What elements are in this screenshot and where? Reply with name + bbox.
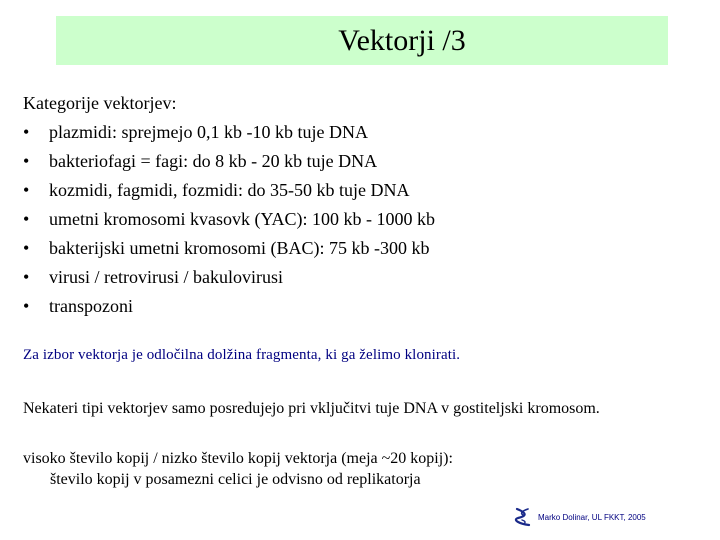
bullet-marker: • xyxy=(23,209,30,229)
list-item-text: bakterijski umetni kromosomi (BAC): 75 kb -300 kb xyxy=(49,238,430,258)
list-item xyxy=(23,147,703,176)
footer-credit xyxy=(514,507,646,527)
slide-title: Vektorji /3 xyxy=(338,24,466,57)
list-item xyxy=(23,118,703,147)
footer-text: Marko Dolinar, UL FKKT, 2005 xyxy=(538,512,646,522)
bullet-marker: • xyxy=(23,296,30,316)
copy-number-line-2: število kopij v posamezni celici je odvisno od replikatorja xyxy=(50,471,421,488)
list-item xyxy=(23,176,703,205)
list-item-text: umetni kromosomi kvasovk (YAC): 100 kb - 1000 kb xyxy=(49,209,435,229)
list-item xyxy=(23,234,703,263)
bullet-marker: • xyxy=(23,180,30,200)
list-item xyxy=(23,205,703,234)
bullet-marker: • xyxy=(23,151,30,171)
title-banner xyxy=(56,16,668,65)
list-item-text: plazmidi: sprejmejo 0,1 kb -10 kb tuje DNA xyxy=(49,122,368,142)
list-item-text: bakteriofagi = fagi: do 8 kb - 20 kb tuje DNA xyxy=(49,151,378,171)
bullet-marker: • xyxy=(23,122,30,142)
dna-helix-icon xyxy=(514,507,532,527)
copy-number-paragraph xyxy=(23,448,453,490)
list-item-text: transpozoni xyxy=(49,296,133,316)
list-item xyxy=(23,292,703,321)
bullet-marker: • xyxy=(23,267,30,287)
copy-number-line-1: visoko število kopij / nizko število kopij vektorja (meja ~20 kopij): xyxy=(23,450,453,467)
integration-paragraph: Nekateri tipi vektorjev samo posredujejo pri vključitvi tuje DNA v gostiteljski kromosom. xyxy=(23,400,600,417)
intro-text: Kategorije vektorjev: xyxy=(23,93,177,113)
vector-categories-list xyxy=(23,118,703,321)
list-item-text: virusi / retrovirusi / bakulovirusi xyxy=(49,267,283,287)
bullet-marker: • xyxy=(23,238,30,258)
selection-note: Za izbor vektorja je odločilna dolžina fragmenta, ki ga želimo klonirati. xyxy=(23,347,461,363)
slide-content xyxy=(23,89,703,321)
list-item xyxy=(23,263,703,292)
list-item-text: kozmidi, fagmidi, fozmidi: do 35-50 kb tuje DNA xyxy=(49,180,410,200)
